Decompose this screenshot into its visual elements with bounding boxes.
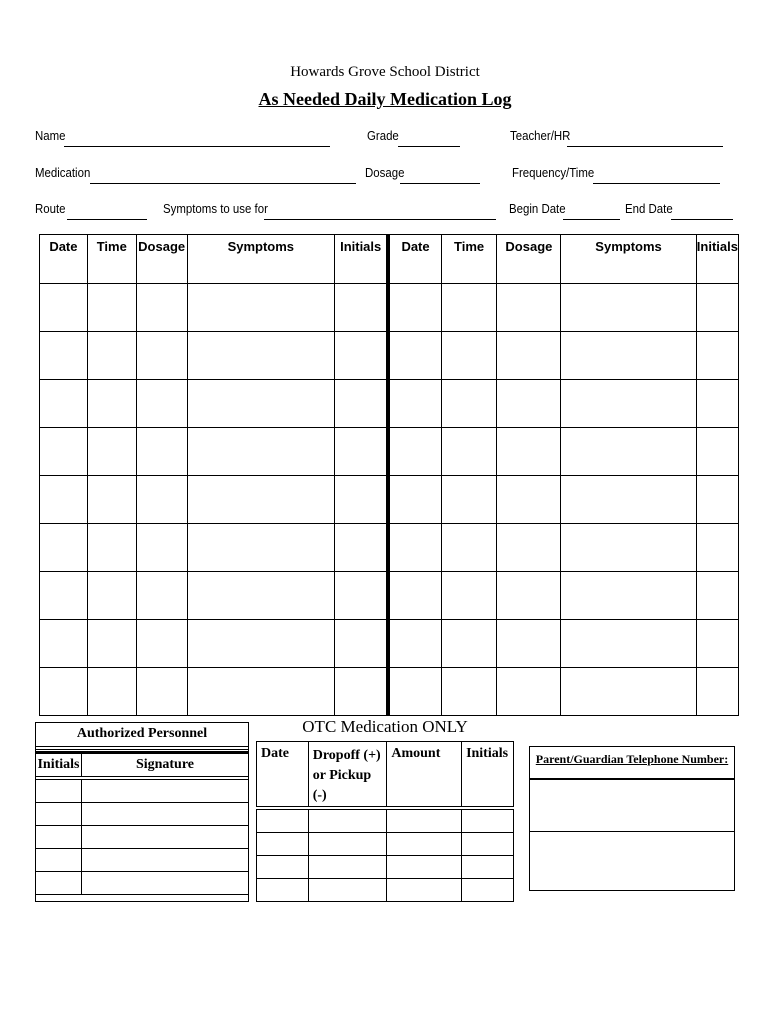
log-cell[interactable] bbox=[334, 476, 388, 524]
authorized-personnel-box bbox=[35, 722, 249, 902]
log-cell[interactable] bbox=[187, 620, 334, 668]
log-cell[interactable] bbox=[334, 284, 388, 332]
authorized-row bbox=[36, 849, 249, 872]
log-row bbox=[40, 668, 739, 716]
log-header-row bbox=[40, 235, 739, 284]
col-symptoms-2: Symptoms bbox=[561, 235, 696, 284]
log-cell[interactable] bbox=[187, 572, 334, 620]
route-field[interactable] bbox=[67, 219, 147, 220]
district-name: Howards Grove School District bbox=[290, 64, 480, 80]
log-cell[interactable] bbox=[87, 620, 136, 668]
log-cell[interactable] bbox=[696, 620, 738, 668]
log-cell[interactable] bbox=[696, 668, 738, 716]
authorized-initials-cell[interactable] bbox=[36, 849, 82, 872]
grade-label: Grade bbox=[367, 128, 399, 143]
log-cell[interactable] bbox=[136, 380, 187, 428]
authorized-signature-cell[interactable] bbox=[81, 872, 248, 895]
log-cell[interactable] bbox=[40, 524, 88, 572]
name-label: Name bbox=[35, 128, 66, 143]
otc-col-amount: Amount bbox=[387, 742, 462, 809]
log-cell[interactable] bbox=[40, 476, 88, 524]
col-dosage-2: Dosage bbox=[497, 235, 561, 284]
otc-col-initials: Initials bbox=[462, 742, 514, 809]
log-cell[interactable] bbox=[561, 284, 696, 332]
otc-cell[interactable] bbox=[462, 833, 514, 856]
teacher-field[interactable] bbox=[567, 146, 723, 147]
page-title: As Needed Daily Medication Log bbox=[258, 89, 512, 109]
log-cell[interactable] bbox=[388, 668, 441, 716]
col-initials: Initials bbox=[334, 235, 388, 284]
authorized-initials-cell[interactable] bbox=[36, 803, 82, 826]
log-cell[interactable] bbox=[497, 572, 561, 620]
authorized-initials-cell[interactable] bbox=[36, 778, 82, 803]
log-cell[interactable] bbox=[334, 572, 388, 620]
otc-col-dropoff: Dropoff (+) or Pickup (-) bbox=[308, 742, 387, 809]
log-cell[interactable] bbox=[334, 428, 388, 476]
log-cell[interactable] bbox=[187, 332, 334, 380]
log-cell[interactable] bbox=[441, 428, 497, 476]
begin-date-field[interactable] bbox=[563, 219, 620, 220]
log-cell[interactable] bbox=[87, 476, 136, 524]
route-label: Route bbox=[35, 201, 66, 216]
log-cell[interactable] bbox=[136, 620, 187, 668]
log-cell[interactable] bbox=[187, 524, 334, 572]
authorized-signature-cell[interactable] bbox=[81, 778, 248, 803]
log-cell[interactable] bbox=[87, 572, 136, 620]
otc-table bbox=[256, 741, 514, 902]
log-cell[interactable] bbox=[388, 524, 441, 572]
dosage-field[interactable] bbox=[400, 183, 480, 184]
otc-cell[interactable] bbox=[387, 856, 462, 879]
frequency-label: Frequency/Time bbox=[512, 165, 595, 180]
log-cell[interactable] bbox=[136, 476, 187, 524]
log-row bbox=[40, 380, 739, 428]
authorized-signature-cell[interactable] bbox=[81, 849, 248, 872]
log-cell[interactable] bbox=[187, 476, 334, 524]
otc-cell[interactable] bbox=[387, 833, 462, 856]
log-cell[interactable] bbox=[388, 572, 441, 620]
authorized-row bbox=[36, 778, 249, 803]
log-cell[interactable] bbox=[441, 380, 497, 428]
log-cell[interactable] bbox=[561, 620, 696, 668]
log-cell[interactable] bbox=[388, 620, 441, 668]
log-cell[interactable] bbox=[561, 332, 696, 380]
medication-log-table bbox=[39, 234, 739, 716]
log-row bbox=[40, 476, 739, 524]
authorized-initials-cell[interactable] bbox=[36, 872, 82, 895]
authorized-row bbox=[36, 872, 249, 895]
log-cell[interactable] bbox=[334, 332, 388, 380]
log-cell[interactable] bbox=[696, 524, 738, 572]
log-cell[interactable] bbox=[334, 524, 388, 572]
otc-cell[interactable] bbox=[308, 808, 387, 833]
teacher-label: Teacher/HR bbox=[510, 128, 571, 143]
otc-row bbox=[257, 808, 514, 833]
symptoms-field[interactable] bbox=[264, 219, 496, 220]
log-cell[interactable] bbox=[388, 380, 441, 428]
end-date-label: End Date bbox=[625, 201, 673, 216]
log-cell[interactable] bbox=[696, 572, 738, 620]
log-cell[interactable] bbox=[696, 284, 738, 332]
log-cell[interactable] bbox=[441, 572, 497, 620]
log-cell[interactable] bbox=[497, 668, 561, 716]
otc-cell[interactable] bbox=[462, 856, 514, 879]
otc-cell[interactable] bbox=[257, 808, 309, 833]
parent-phone-field-1[interactable] bbox=[530, 779, 734, 831]
log-cell[interactable] bbox=[497, 476, 561, 524]
log-cell[interactable] bbox=[334, 380, 388, 428]
log-cell[interactable] bbox=[696, 332, 738, 380]
otc-cell[interactable] bbox=[308, 856, 387, 879]
log-cell[interactable] bbox=[497, 332, 561, 380]
log-cell[interactable] bbox=[441, 332, 497, 380]
otc-col-date: Date bbox=[257, 742, 309, 809]
log-cell[interactable] bbox=[497, 620, 561, 668]
log-cell[interactable] bbox=[87, 524, 136, 572]
log-row bbox=[40, 332, 739, 380]
authorized-col-initials: Initials bbox=[36, 754, 82, 779]
parent-guardian-box bbox=[529, 746, 735, 891]
log-cell[interactable] bbox=[696, 476, 738, 524]
log-cell[interactable] bbox=[561, 524, 696, 572]
authorized-personnel-table bbox=[35, 753, 249, 895]
log-cell[interactable] bbox=[334, 620, 388, 668]
log-cell[interactable] bbox=[136, 524, 187, 572]
log-cell[interactable] bbox=[40, 620, 88, 668]
log-cell[interactable] bbox=[334, 668, 388, 716]
authorized-initials-cell[interactable] bbox=[36, 826, 82, 849]
parent-phone-field-2[interactable] bbox=[530, 832, 734, 890]
col-symptoms: Symptoms bbox=[187, 235, 334, 284]
log-cell[interactable] bbox=[136, 332, 187, 380]
otc-row bbox=[257, 879, 514, 902]
log-cell[interactable] bbox=[441, 476, 497, 524]
log-cell[interactable] bbox=[87, 380, 136, 428]
log-row bbox=[40, 524, 739, 572]
log-cell[interactable] bbox=[40, 332, 88, 380]
log-cell[interactable] bbox=[696, 428, 738, 476]
otc-cell[interactable] bbox=[387, 808, 462, 833]
log-cell[interactable] bbox=[388, 476, 441, 524]
log-row bbox=[40, 428, 739, 476]
log-cell[interactable] bbox=[497, 524, 561, 572]
col-initials-2: Initials bbox=[696, 235, 738, 284]
frequency-field[interactable] bbox=[593, 183, 720, 184]
log-cell[interactable] bbox=[136, 428, 187, 476]
log-cell[interactable] bbox=[87, 332, 136, 380]
log-cell[interactable] bbox=[561, 572, 696, 620]
otc-title: OTC Medication ONLY bbox=[302, 717, 468, 736]
log-cell[interactable] bbox=[561, 428, 696, 476]
grade-field[interactable] bbox=[398, 146, 460, 147]
otc-header-row bbox=[257, 742, 514, 809]
log-cell[interactable] bbox=[136, 668, 187, 716]
otc-cell[interactable] bbox=[257, 856, 309, 879]
col-time: Time bbox=[87, 235, 136, 284]
log-cell[interactable] bbox=[87, 284, 136, 332]
authorized-personnel-title: Authorized Personnel bbox=[76, 726, 208, 741]
log-cell[interactable] bbox=[40, 380, 88, 428]
dosage-label: Dosage bbox=[365, 165, 405, 180]
col-dosage: Dosage bbox=[136, 235, 187, 284]
otc-cell[interactable] bbox=[462, 808, 514, 833]
log-cell[interactable] bbox=[561, 668, 696, 716]
otc-cell[interactable] bbox=[257, 833, 309, 856]
parent-guardian-title: Parent/Guardian Telephone Number: bbox=[535, 752, 729, 766]
col-time-2: Time bbox=[441, 235, 497, 284]
authorized-row bbox=[36, 826, 249, 849]
name-field[interactable] bbox=[64, 146, 330, 147]
log-cell[interactable] bbox=[87, 428, 136, 476]
authorized-row bbox=[36, 803, 249, 826]
log-cell[interactable] bbox=[40, 284, 88, 332]
otc-cell[interactable] bbox=[308, 833, 387, 856]
log-cell[interactable] bbox=[136, 572, 187, 620]
log-cell[interactable] bbox=[136, 284, 187, 332]
log-cell[interactable] bbox=[40, 572, 88, 620]
log-cell[interactable] bbox=[561, 380, 696, 428]
log-cell[interactable] bbox=[87, 668, 136, 716]
col-date-2: Date bbox=[388, 235, 441, 284]
log-cell[interactable] bbox=[497, 428, 561, 476]
otc-row bbox=[257, 833, 514, 856]
log-cell[interactable] bbox=[40, 428, 88, 476]
log-cell[interactable] bbox=[388, 428, 441, 476]
log-cell[interactable] bbox=[497, 284, 561, 332]
log-cell[interactable] bbox=[388, 284, 441, 332]
log-cell[interactable] bbox=[696, 380, 738, 428]
log-cell[interactable] bbox=[187, 668, 334, 716]
col-date: Date bbox=[40, 235, 88, 284]
medication-label: Medication bbox=[35, 165, 91, 180]
log-cell[interactable] bbox=[441, 524, 497, 572]
log-cell[interactable] bbox=[187, 284, 334, 332]
begin-date-label: Begin Date bbox=[509, 201, 566, 216]
log-row bbox=[40, 572, 739, 620]
authorized-col-signature: Signature bbox=[81, 754, 248, 779]
log-cell[interactable] bbox=[441, 668, 497, 716]
otc-cell[interactable] bbox=[257, 879, 309, 902]
otc-row bbox=[257, 856, 514, 879]
log-cell[interactable] bbox=[561, 476, 696, 524]
otc-cell[interactable] bbox=[387, 879, 462, 902]
log-cell[interactable] bbox=[388, 332, 441, 380]
otc-cell[interactable] bbox=[308, 879, 387, 902]
medication-field[interactable] bbox=[90, 183, 356, 184]
symptoms-label: Symptoms to use for bbox=[163, 201, 268, 216]
log-cell[interactable] bbox=[441, 284, 497, 332]
log-cell[interactable] bbox=[187, 428, 334, 476]
authorized-header-row bbox=[36, 754, 249, 779]
otc-cell[interactable] bbox=[462, 879, 514, 902]
authorized-signature-cell[interactable] bbox=[81, 826, 248, 849]
log-cell[interactable] bbox=[497, 380, 561, 428]
end-date-field[interactable] bbox=[671, 219, 733, 220]
log-cell[interactable] bbox=[187, 380, 334, 428]
log-row bbox=[40, 284, 739, 332]
log-cell[interactable] bbox=[40, 668, 88, 716]
log-row bbox=[40, 620, 739, 668]
log-cell[interactable] bbox=[441, 620, 497, 668]
authorized-signature-cell[interactable] bbox=[81, 803, 248, 826]
